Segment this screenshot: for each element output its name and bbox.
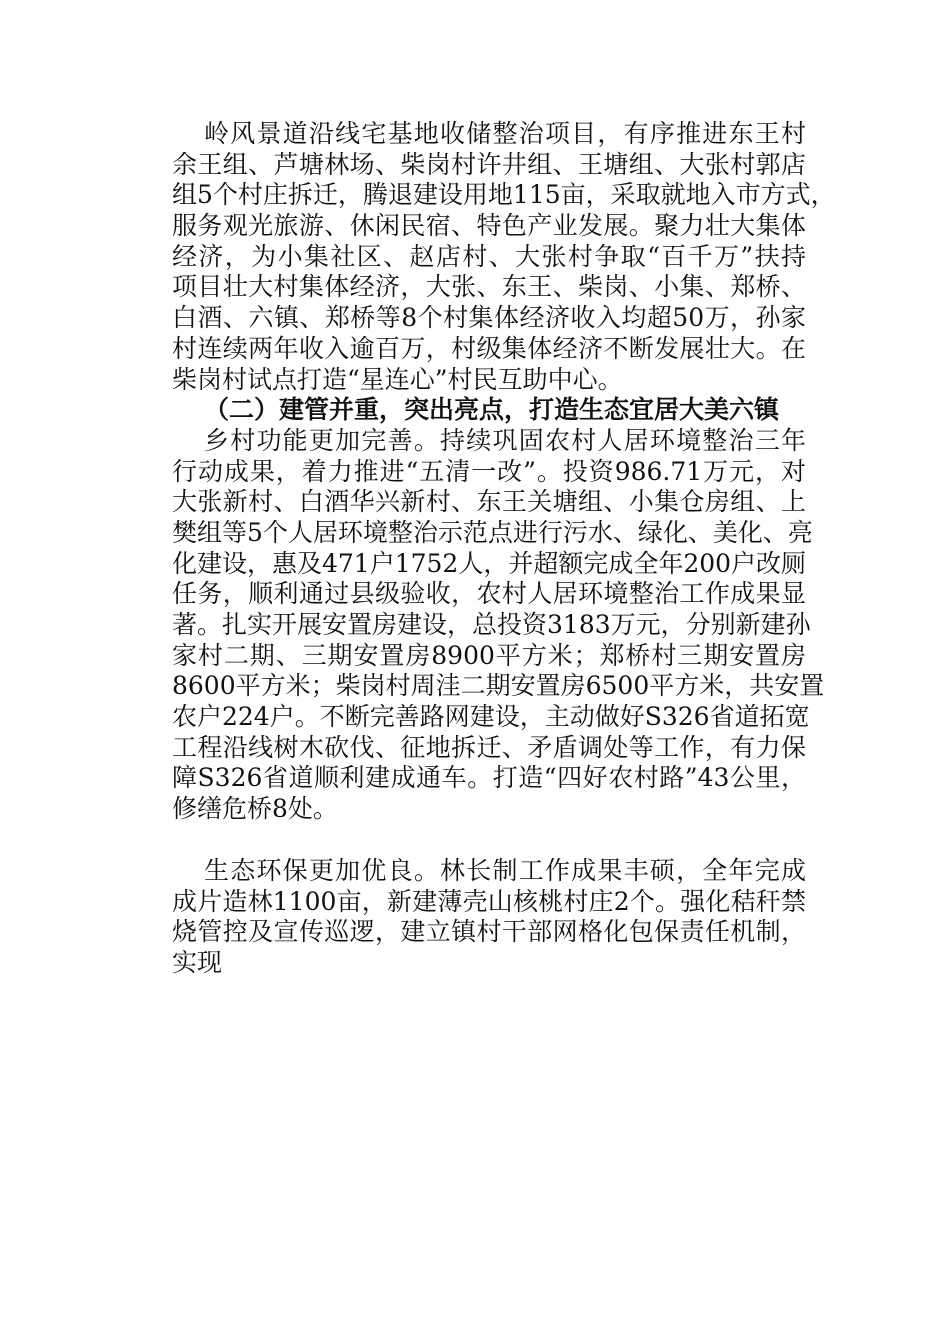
section-heading: （二）建管并重，突出亮点，打造生态宜居大美六镇 (204, 395, 780, 425)
text-line: 农户224户。不断完善路网建设，主动做好S326省道拓宽 (172, 702, 810, 732)
paragraph-spacer (172, 825, 806, 856)
text-line: 项目壮大村集体经济，大张、东王、柴岗、小集、郑桥、 (172, 272, 806, 302)
text-line: 岭风景道沿线宅基地收储整治项目，有序推进东王村 (204, 119, 806, 148)
text-line: 障S326省道顺利建成通车。打造“四好农村路”43公里， (172, 763, 806, 793)
text-line: 村连续两年收入逾百万，村级集体经济不断发展壮大。在 (172, 333, 806, 363)
text-line: 大张新村、白酒华兴新村、东王关塘组、小集仓房组、上 (172, 487, 806, 517)
text-line: 生态环保更加优良。林长制工作成果丰硕，全年完成 (204, 855, 806, 885)
text-line: 修缮危桥8处。 (172, 794, 338, 824)
text-line: 著。扎实开展安置房建设，总投资3183万元，分别新建孙 (172, 610, 811, 639)
text-line: 服务观光旅游、休闲民宿、特色产业发展。聚力壮大集体 (172, 211, 806, 241)
text-line: 经济，为小集社区、赵店村、大张村争取“百千万”扶持 (172, 241, 806, 271)
text-line: 8600平方米；柴岗村周洼二期安置房6500平方米，共安置 (172, 671, 825, 701)
text-line: 家村二期、三期安置房8900平方米；郑桥村三期安置房 (172, 640, 806, 670)
text-line: 樊组等5个人居环境整治示范点进行污水、绿化、美化、亮 (172, 517, 813, 547)
document-page (172, 119, 836, 979)
text-line: 成片造林1100亩，新建薄壳山核桃村庄2个。强化秸秆禁 (172, 886, 806, 916)
paragraph-village-economy (172, 119, 836, 395)
paragraph-ecology (172, 856, 806, 979)
text-line: 组5个村庄拆迁，腾退建设用地115亩，采取就地入市方式， (172, 180, 836, 210)
paragraph-rural-functions (172, 425, 825, 825)
text-line: 乡村功能更加完善。持续巩固农村人居环境整治三年 (204, 425, 806, 455)
text-line: 白酒、六镇、郑桥等8个村集体经济收入均超50万，孙家 (172, 303, 806, 333)
text-line: 行动成果，着力推进“五清一改”。投资986.71万元，对 (172, 456, 806, 486)
text-line: 余王组、芦塘林场、柴岗村许井组、王塘组、大张村郭店 (172, 149, 806, 179)
text-line: 柴岗村试点打造“星连心”村民互助中心。 (172, 364, 623, 394)
text-line: 化建设，惠及471户1752人，并超额完成全年200户改厕 (172, 548, 807, 578)
text-line: 工程沿线树木砍伐、征地拆迁、矛盾调处等工作，有力保 (172, 732, 806, 762)
text-line: 任务，顺利通过县级验收，农村人居环境整治工作成果显 (172, 579, 806, 609)
text-line: 烧管控及宣传巡逻，建立镇村干部网格化包保责任机制， (172, 917, 806, 947)
text-line: 实现 (172, 947, 223, 977)
